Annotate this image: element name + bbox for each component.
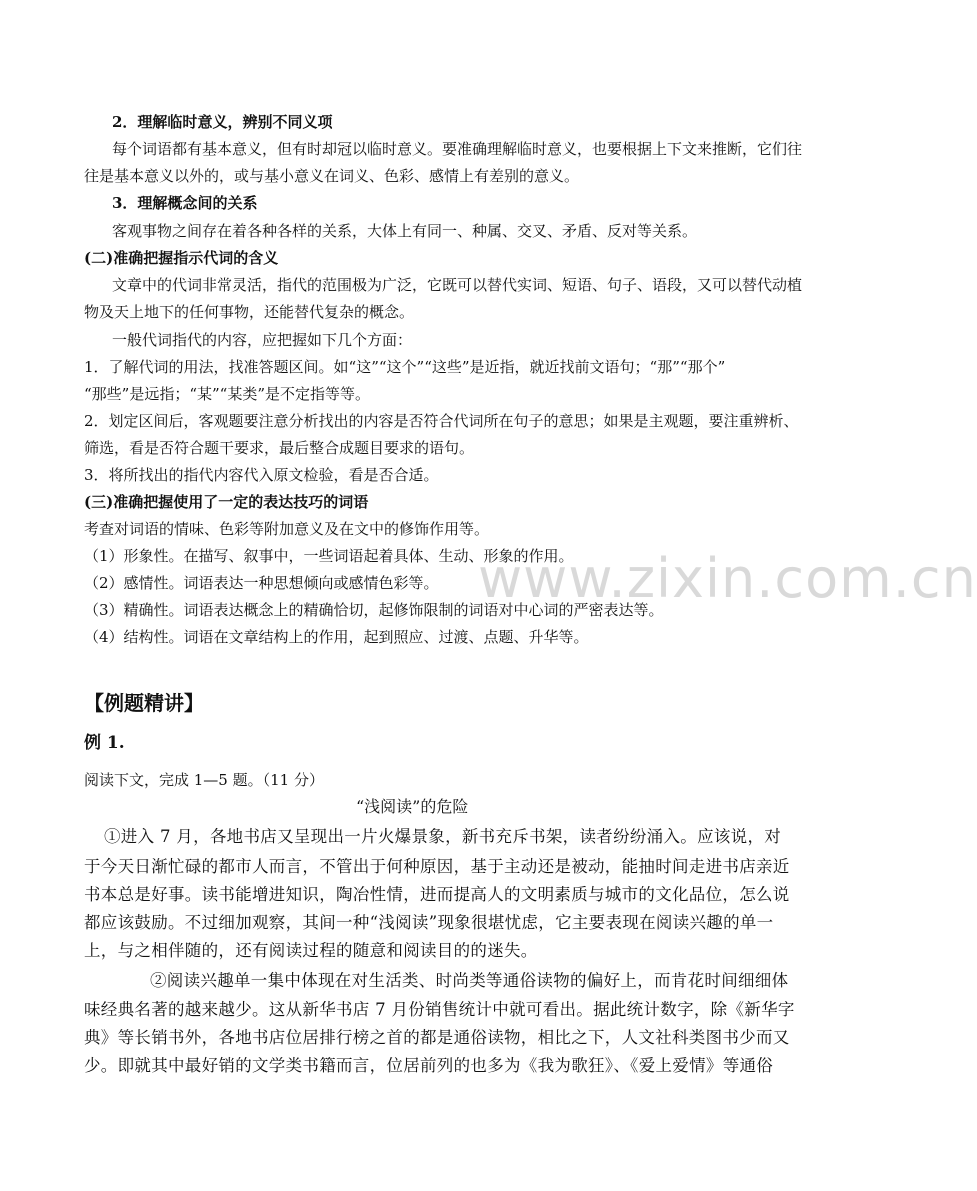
paragraph-line: 考查对词语的情味、色彩等附加意义及在文中的修饰作用等。 [84,520,490,538]
article-line: 书本总是好事。读书能增进知识，陶冶性情，进而提高人的文明素质与城市的文化品位，怎么说 [84,885,790,904]
article-line: ②阅读兴趣单一集中体现在对生活类、时尚类等通俗读物的偏好上，而肯花时间细细体 [150,971,789,990]
paragraph-line: 文章中的代词非常灵活，指代的范围极为广泛，它既可以替代实词、短语、句子、语段，又可以替代动植 [112,276,803,294]
article-title: “浅阅读”的危险 [356,797,469,816]
list-item: 3．将所找出的指代内容代入原文检验，看是否合适。 [84,466,439,484]
article-line: 少。即就其中最好销的文学类书籍而言，位居前列的也多为《我为歌狂》、《爱上爱情》等通俗 [84,1056,774,1075]
subsection-heading: (三)准确把握使用了一定的表达技巧的词语 [84,493,369,511]
paragraph-line: 一般代词指代的内容，应把握如下几个方面： [112,331,413,349]
list-item: （3）精确性。词语表达概念上的精确恰切，起修饰限制的词语对中心词的严密表达等。 [84,601,664,619]
paragraph-line: 每个词语都有基本意义，但有时却冠以临时意义。要准确理解临时意义，也要根据上下文来推断，它们往 [112,140,803,158]
list-item-continued: 筛选，看是否符合题干要求，最后整合成题目要求的语句。 [84,439,475,457]
article-line: ①进入 7 月，各地书店又呈现出一片火爆景象，新书充斥书架，读者纷纷涌入。应该说，对 [104,827,782,846]
list-item: （1）形象性。在描写、叙事中，一些词语起着具体、生动、形象的作用。 [84,547,574,565]
article-line: 味经典名著的越来越少。这从新华书店 7 月份销售统计中就可看出。据此统计数字，除《新华字 [84,1000,795,1019]
list-item: 1．了解代词的用法，找准答题区间。如“这”“这个”“这些”是近指，就近找前文语句；“那”“那个” [84,358,726,376]
list-item-continued: “那些”是远指；“某”“某类”是不定指等等。 [84,385,371,403]
heading-3: 3．理解概念间的关系 [112,194,258,212]
subsection-heading: (二)准确把握指示代词的含义 [84,249,279,267]
article-line: 上，与之相伴随的，还有阅读过程的随意和阅读目的的迷失。 [84,941,538,960]
list-item: （2）感情性。词语表达一种思想倾向或感情色彩等。 [84,574,439,592]
paragraph-line: 往是基本意义以外的，或与基小意义在词义、色彩、感情上有差别的意义。 [84,167,580,185]
article-line: 典》等长销书外，各地书店位居排行榜之首的都是通俗读物，相比之下，人文社科类图书少而又 [84,1028,790,1047]
article-line: 都应该鼓励。不过细加观察，其间一种“浅阅读”现象很堪忧虑，它主要表现在阅读兴趣的单一 [84,913,774,932]
list-item: （4）结构性。词语在文章结构上的作用，起到照应、过渡、点题、升华等。 [84,628,589,646]
list-item: 2．划定区间后，客观题要注意分析找出的内容是否符合代词所在句子的意思；如果是主观题，要注重辨析、 [84,412,799,430]
example-label: 例 1. [84,733,125,753]
article-line: 于今天日渐忙碌的都市人而言，不管出于何种原因，基于主动还是被动，能抽时间走进书店亲近 [84,857,790,876]
paragraph-line: 物及天上地下的任何事物，还能替代复杂的概念。 [84,303,415,321]
section-heading: 【例题精讲】 [84,691,204,715]
watermark: www.zixin.com.cn [478,547,977,610]
heading-2: 2．理解临时意义，辨别不同义项 [112,113,333,131]
instruction: 阅读下文，完成 1—5 题。（11 分） [84,771,324,789]
paragraph-line: 客观事物之间存在着各种各样的关系，大体上有同一、种属、交叉、矛盾、反对等关系。 [112,222,698,240]
